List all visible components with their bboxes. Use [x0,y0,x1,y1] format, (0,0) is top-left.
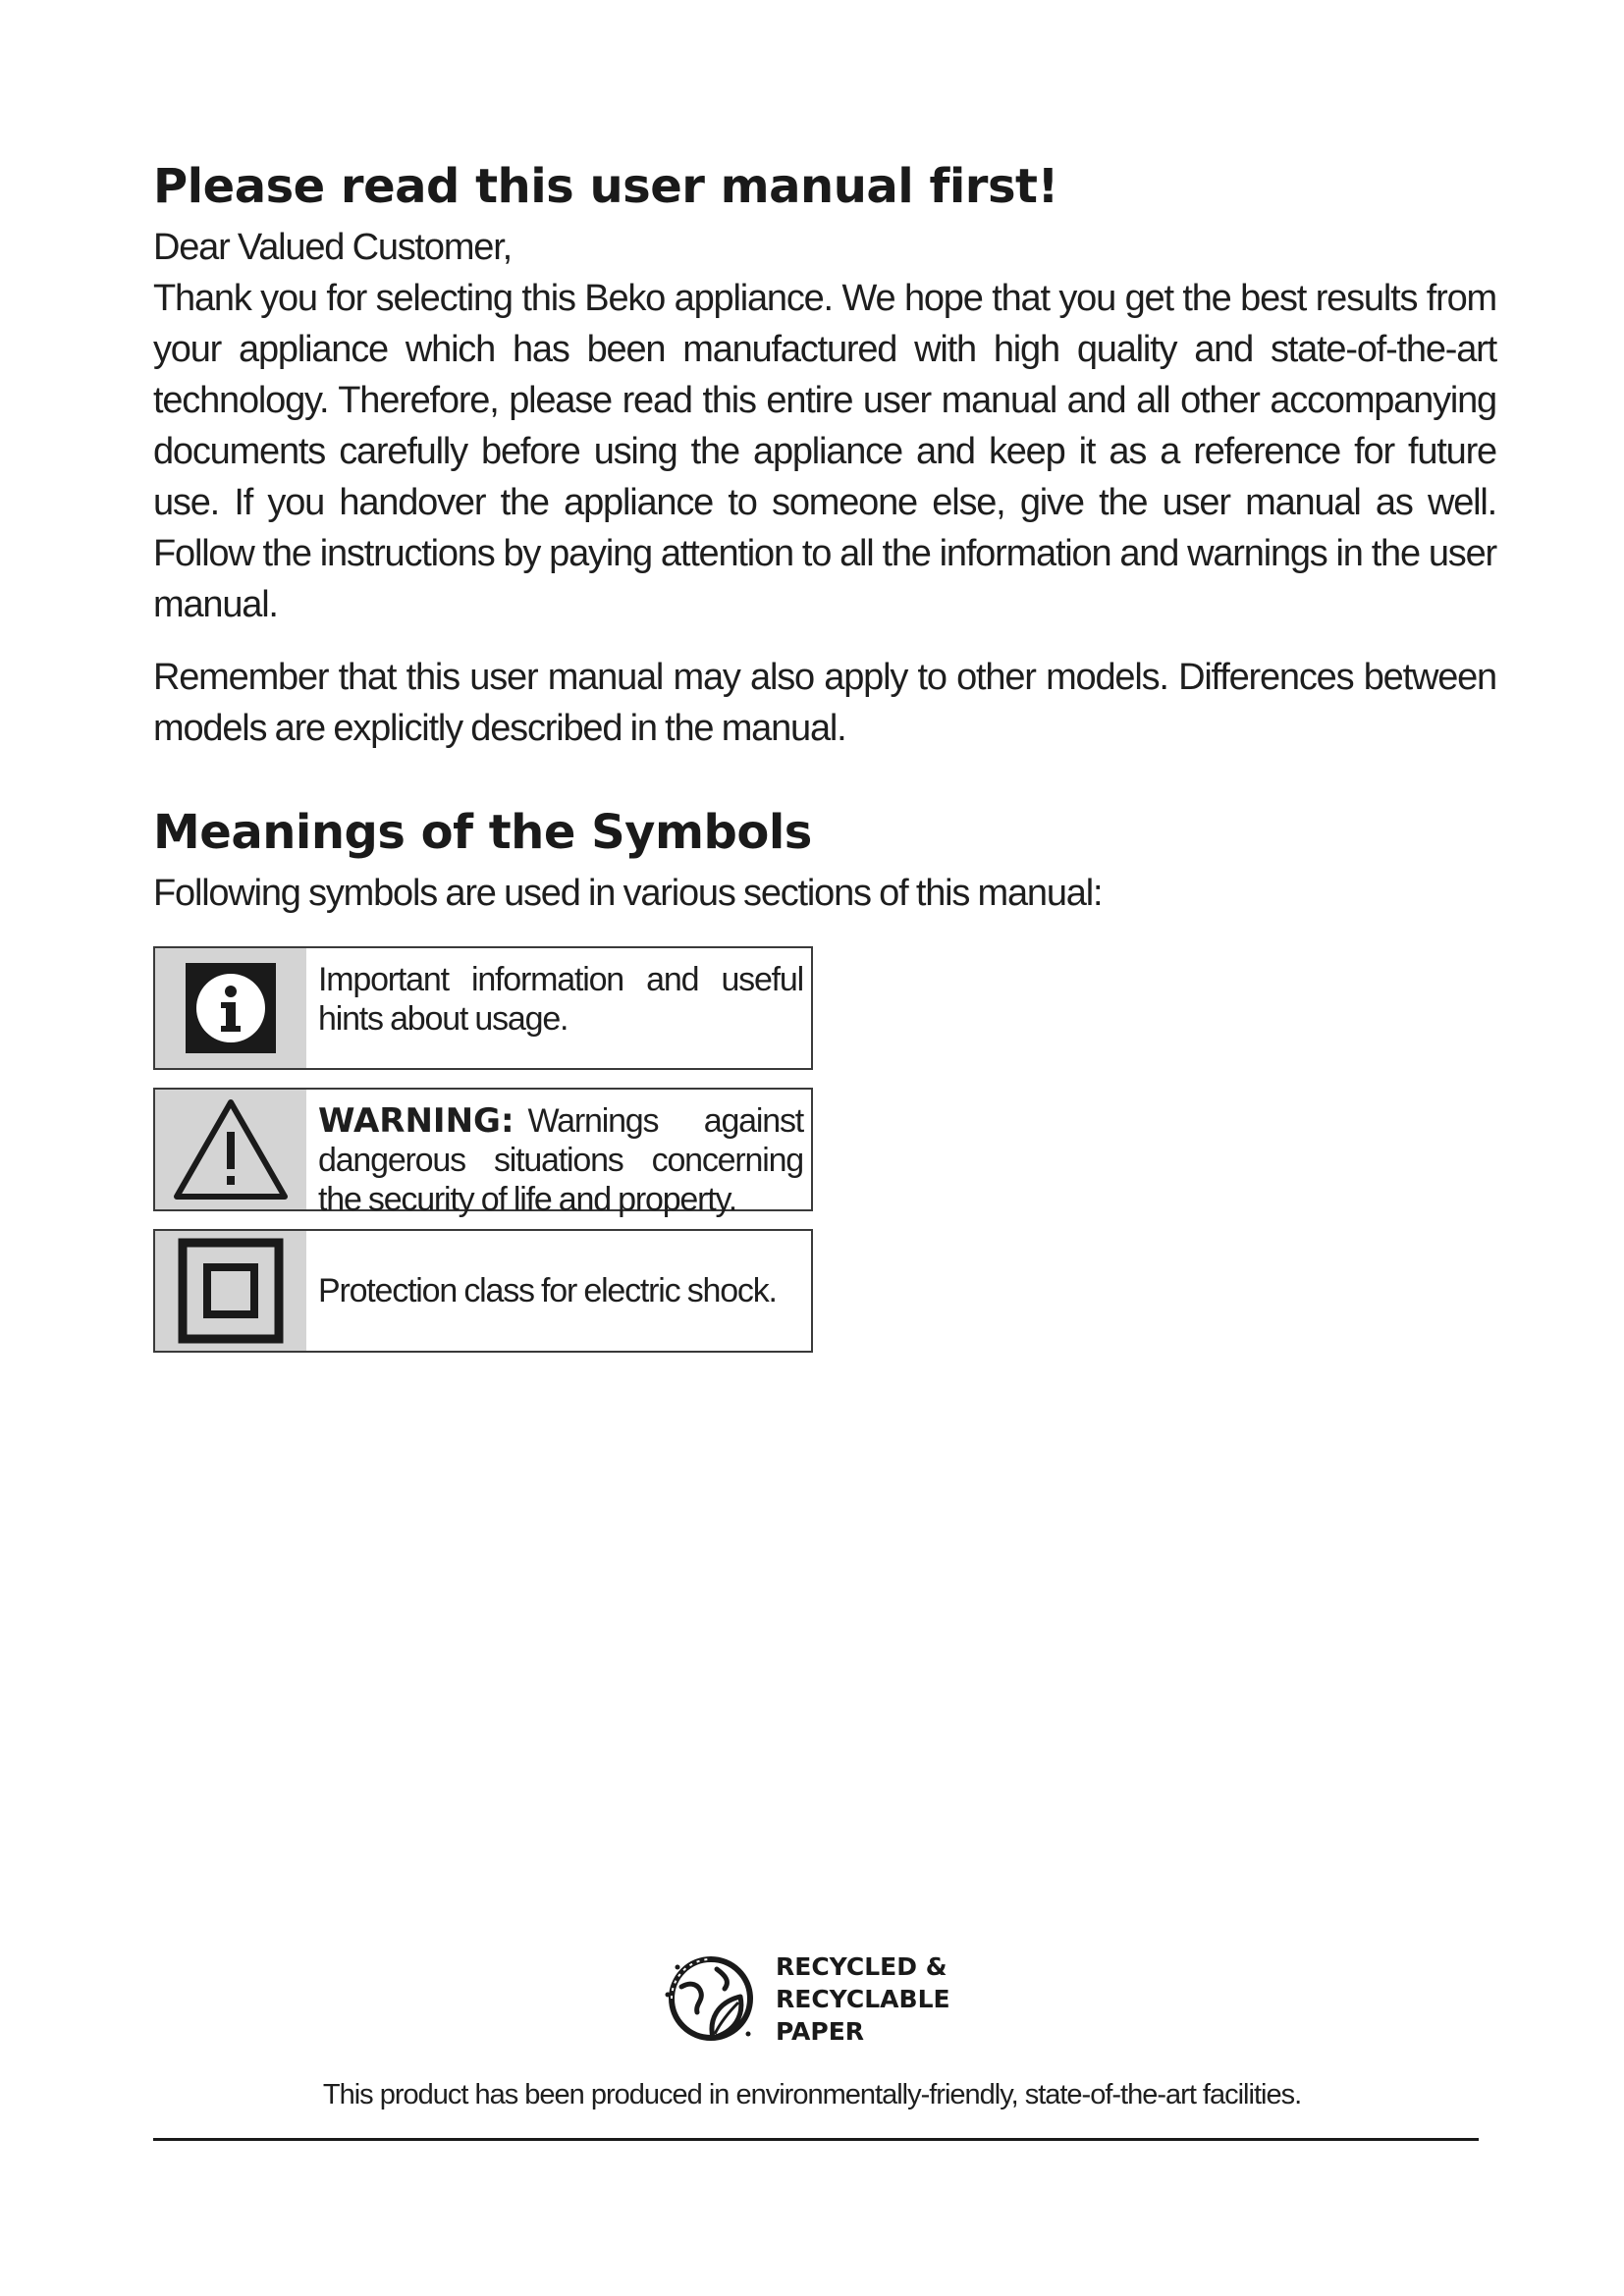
symbols-heading: Meanings of the Symbols [153,805,812,860]
models-paragraph: Remember that this user manual may also apply to other models. Differences between models are explicitly described in the manual. [153,657,1496,749]
warning-triangle-icon [173,1098,289,1201]
recycled-paper-logo [660,1948,950,2050]
symbols-table [153,946,813,1353]
logo-line-2: RECYCLABLE [776,1984,950,2013]
symbol-text-info: Important information and useful hints about usage. [318,961,803,1038]
greeting: Dear Valued Customer, [153,227,512,268]
info-icon [186,963,276,1053]
symbol-row-protection [153,1229,813,1353]
logo-line-3: PAPER [776,2016,865,2046]
footer-divider [153,2138,1479,2141]
symbol-text-protection: Protection class for electric shock. [318,1272,777,1309]
manual-page [153,157,1496,1370]
warning-label: WARNING: [318,1101,514,1141]
symbol-row-info [153,946,813,1070]
footer-note: This product has been produced in environmentally-friendly, state-of-the-art facilities. [322,2079,1302,2110]
symbols-lead: Following symbols are used in various sections of this manual: [153,873,1103,914]
protection-class-icon [178,1238,284,1344]
symbol-text-warning: Warnings against dangerous situations concerning the security of life and property. [318,1102,803,1218]
recycled-globe-leaf-icon [660,1948,762,2050]
intro-paragraph: Thank you for selecting this Beko appliance. We hope that you get the best results from your appliance which has been manufactured with high quality and state-of-the-art technology. Therefore, please read this entire user manual and all other accompanying documents carefully before using the appliance and keep it as a reference for future use. If you handover the appliance to someone else, give the user manual as well. Follow the instructions by paying attention to all the information and warnings in the user manual. [153,278,1496,625]
page-title: Please read this user manual first! [153,159,1058,214]
symbols-section [153,803,1496,1353]
logo-line-1: RECYCLED & [776,1951,947,1981]
symbol-row-warning [153,1088,813,1218]
